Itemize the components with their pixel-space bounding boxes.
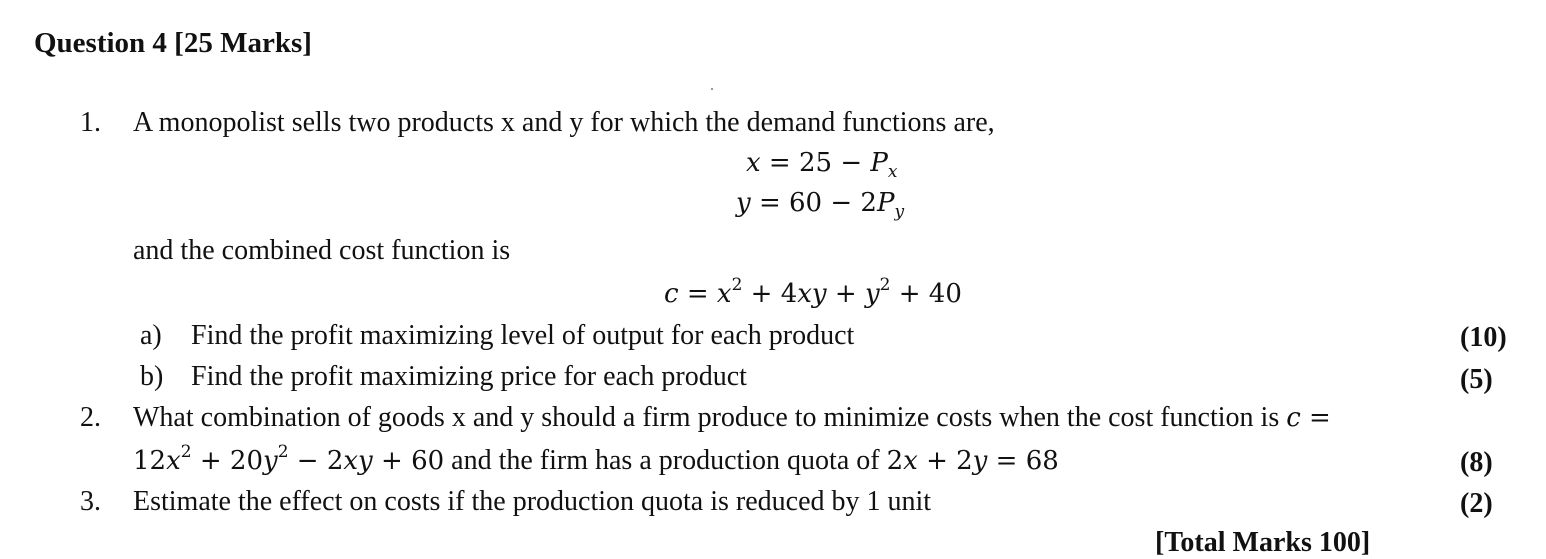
cost-function: $c = x^2 + 4xy + y^2 + 40$	[664, 275, 962, 309]
q1b-text: Find the profit maximizing price for each product	[191, 361, 747, 392]
q2-quota-equation: 2x + 2y = 68	[886, 446, 1059, 476]
q2-line2	[133, 442, 1059, 477]
q3-marks: (2)	[1460, 488, 1493, 519]
q2-cost-symbol: c =	[1286, 403, 1331, 433]
q3-number: 3.	[80, 486, 101, 517]
q2-number: 2.	[80, 402, 101, 433]
q1a-marks: (10)	[1460, 322, 1507, 353]
q2-cost-function: $12x^2 + 20y^2 - 2xy + 60$	[133, 442, 445, 476]
q1-number: 1.	[80, 107, 101, 138]
q2-line2-text: and the firm has a production quota of	[451, 445, 880, 476]
q1a-label: a)	[140, 320, 162, 351]
q2-line1-text: What combination of goods x and y should a firm produce to minimize costs when the cost function is	[133, 402, 1280, 433]
question-heading: Question 4 [25 Marks]	[34, 27, 312, 59]
scan-speck	[711, 88, 713, 90]
demand-equation-y: $y = 60 - 2P_y$	[736, 188, 905, 222]
q2-line1	[133, 402, 1331, 434]
q3-text: Estimate the effect on costs if the production quota is reduced by 1 unit	[133, 486, 932, 517]
q1a-text: Find the profit maximizing level of output for each product	[191, 320, 855, 351]
total-marks-footer: [Total Marks 100]	[1155, 527, 1371, 558]
q1-cost-intro: and the combined cost function is	[133, 235, 511, 266]
demand-equation-x: $x = 25 - P_x$	[746, 148, 898, 182]
q1b-marks: (5)	[1460, 364, 1493, 395]
q1b-label: b)	[140, 361, 164, 392]
q2-marks: (8)	[1460, 447, 1493, 478]
q1-text: A monopolist sells two products x and y for which the demand functions are,	[133, 107, 995, 138]
